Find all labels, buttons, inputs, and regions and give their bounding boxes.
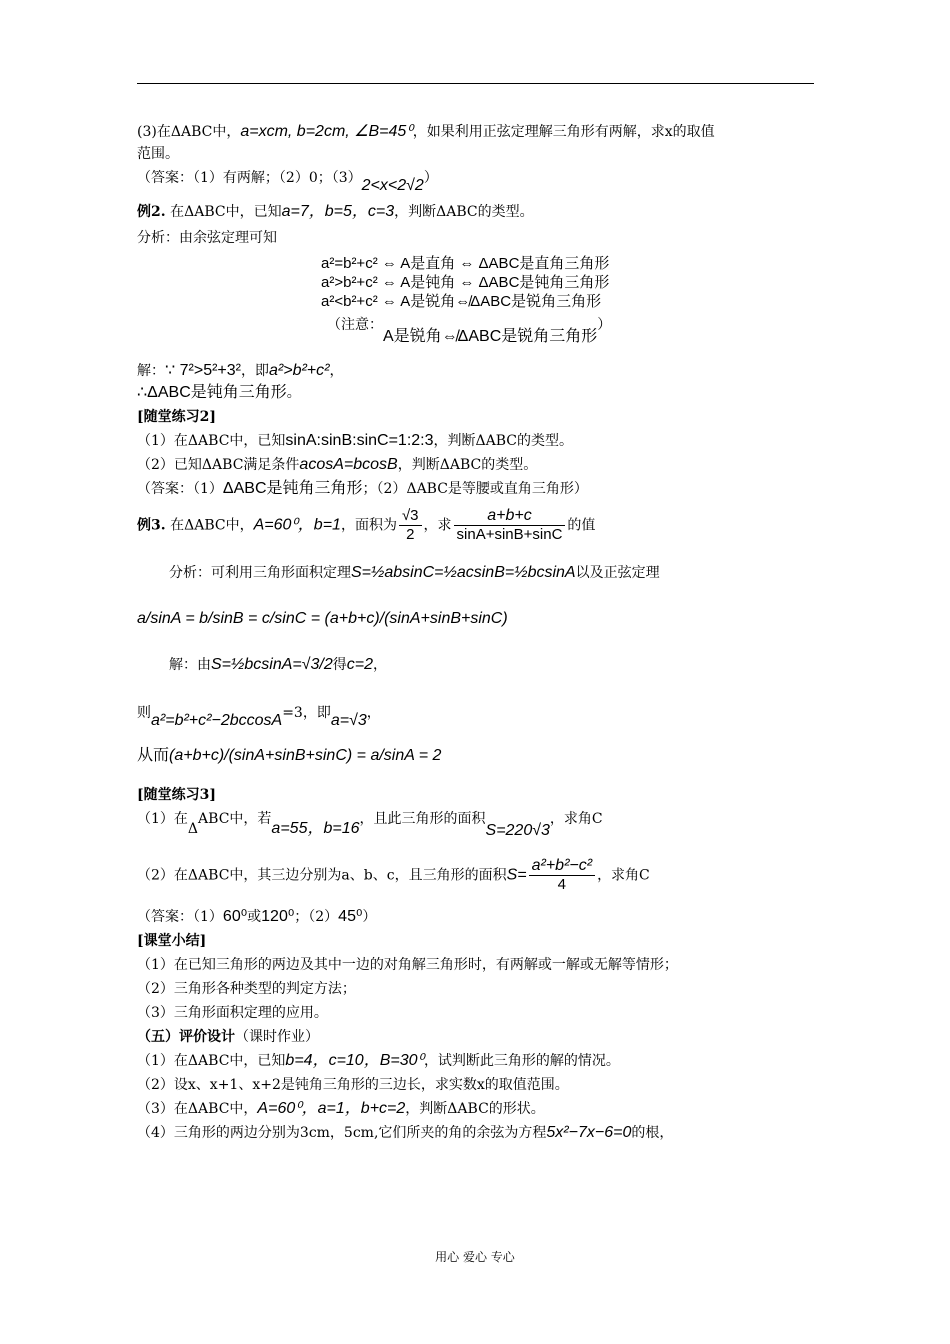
summary-heading bbox=[137, 931, 815, 955]
math-expression: S=½absinC=½acsinB=½bcsinA bbox=[351, 564, 576, 581]
text: ；（2） bbox=[362, 481, 407, 497]
delta-symbol: Δ bbox=[439, 457, 450, 473]
text: （1）在 bbox=[137, 433, 188, 449]
evaluation-q4 bbox=[137, 1123, 815, 1147]
practice2-q1 bbox=[137, 431, 815, 455]
math-expression: sinA:sinB:sinC=1:2:3 bbox=[285, 432, 434, 449]
text: ABC中，若 bbox=[198, 811, 272, 827]
equation: a²>b²+c² ⇔ A是钝角 ⇔ ΔABC是钝角三角形 bbox=[321, 274, 610, 291]
math-expression: 5x²−7x−6=0 bbox=[546, 1124, 632, 1141]
math-expression: 60⁰ bbox=[222, 908, 248, 925]
text: （1）在 bbox=[137, 1053, 188, 1069]
section-heading: [课堂小结] bbox=[137, 933, 207, 949]
math-expression: (a+b+c)/(sinA+sinB+sinC) = a/sinA = 2 bbox=[169, 747, 442, 764]
ex2-note-line bbox=[327, 315, 815, 361]
ex1-q3-line2 bbox=[137, 144, 815, 168]
list-item: （2）三角形各种类型的判定方法； bbox=[137, 981, 356, 997]
section-heading: [随堂练习3] bbox=[137, 787, 216, 803]
page-footer: 用心 爱心 专心 bbox=[435, 1250, 515, 1264]
delta-symbol: Δ bbox=[187, 867, 199, 884]
ratio-fraction bbox=[454, 507, 566, 544]
ex3-solution-line bbox=[137, 655, 815, 703]
text: （答案：（1） bbox=[137, 481, 223, 497]
text: 解： bbox=[137, 363, 165, 379]
text: 在 bbox=[170, 204, 185, 220]
text: ， bbox=[373, 657, 387, 673]
math-expression: ∴ΔABC是钝角三角形 bbox=[137, 384, 287, 401]
text: 的根， bbox=[631, 1125, 674, 1141]
fraction-denominator: 4 bbox=[557, 876, 566, 893]
section-heading: （五）评价设计 bbox=[137, 1029, 235, 1045]
text: ABC中， bbox=[180, 124, 241, 140]
text: ，判断 bbox=[397, 457, 440, 473]
ex1-q3-line bbox=[137, 122, 815, 144]
delta-symbol: Δ bbox=[187, 433, 199, 449]
practice2-q2 bbox=[137, 455, 815, 479]
ex3-analysis-line bbox=[137, 555, 815, 609]
text: ，判断 bbox=[394, 204, 437, 220]
text: （4）三角形的两边分别为3cm，5cm,它们所夹的角的余弦为方程 bbox=[137, 1125, 547, 1141]
fraction-numerator: a+b+c bbox=[454, 507, 566, 526]
evaluation-heading bbox=[137, 1027, 815, 1051]
list-item: （1）在已知三角形的两边及其中一边的对角解三角形时，有两解或一解或无解等情形； bbox=[137, 957, 678, 973]
text: ，判断 bbox=[433, 433, 476, 449]
fraction-numerator: √3 bbox=[399, 507, 422, 526]
math-expression: A=60⁰，a=1，b+c=2 bbox=[257, 1100, 406, 1117]
text: 则 bbox=[137, 705, 151, 721]
text: ） bbox=[597, 317, 612, 333]
text: ABC中，已知 bbox=[198, 433, 286, 449]
ex3-from-line bbox=[137, 745, 815, 785]
ex2-solution-line bbox=[137, 361, 815, 383]
text: ，即 bbox=[241, 363, 269, 379]
text: 分析：可利用三角形面积定理 bbox=[169, 565, 351, 581]
text: ABC中，已知 bbox=[194, 204, 282, 220]
text: （答案：（1） bbox=[137, 909, 223, 925]
ex2-conclusion-line bbox=[137, 383, 815, 407]
math-expression: ΔABC是钝角三角形 bbox=[222, 480, 363, 497]
document-body bbox=[137, 122, 815, 1147]
example-title: 例3. bbox=[137, 517, 166, 534]
delta-symbol: Δ bbox=[170, 124, 181, 140]
section-heading: [随堂练习2] bbox=[137, 409, 216, 425]
summary-item bbox=[137, 1003, 815, 1027]
delta-symbol: Δ bbox=[201, 457, 213, 473]
list-item: （3）三角形面积定理的应用。 bbox=[137, 1005, 328, 1021]
text: 分析：由余弦定理可知 bbox=[137, 230, 277, 246]
text: ABC满足条件 bbox=[212, 457, 300, 473]
math-expression: a²=b²+c²−2bccosA bbox=[151, 712, 283, 729]
text: ， bbox=[366, 705, 381, 721]
text: ， bbox=[329, 363, 344, 379]
ex3-title-line bbox=[137, 507, 815, 555]
text: ABC中， bbox=[198, 1101, 258, 1117]
text: 得 bbox=[332, 657, 347, 673]
text: =3，即 bbox=[282, 705, 331, 721]
practice2-answer bbox=[137, 479, 815, 507]
text: ABC的类型。 bbox=[449, 457, 538, 473]
practice2-heading bbox=[137, 407, 815, 431]
text: 。 bbox=[286, 385, 301, 401]
practice3-heading bbox=[137, 785, 815, 809]
evaluation-q2 bbox=[137, 1075, 815, 1099]
area-fraction bbox=[529, 857, 595, 894]
text: (3)在 bbox=[137, 124, 171, 140]
text: ABC是等腰或直角三角形） bbox=[416, 481, 588, 497]
math-expression: a/sinA = b/sinB = c/sinC = (a+b+c)/(sinA+sinB+sinC) bbox=[137, 610, 508, 627]
text: ） bbox=[362, 909, 377, 925]
delta-symbol: Δ bbox=[447, 1101, 458, 1117]
math-expression: acosA=bcosB bbox=[299, 456, 398, 473]
text: 解：由 bbox=[169, 657, 211, 673]
math-expression: b=4，c=10，B=30⁰ bbox=[285, 1052, 424, 1069]
text: ，试判断此三角形的解的情况。 bbox=[423, 1053, 620, 1069]
delta-symbol: Δ bbox=[436, 204, 447, 220]
math-expression: c=2 bbox=[346, 656, 373, 673]
practice3-answer bbox=[137, 907, 815, 931]
math-expression: S=½bcsinA=√3/2 bbox=[211, 656, 333, 673]
equation: a²=b²+c² ⇔ A是直角 ⇔ ΔABC是直角三角形 bbox=[321, 255, 610, 272]
text: ） bbox=[423, 170, 438, 186]
summary-item bbox=[137, 955, 815, 979]
text: 在 bbox=[170, 517, 185, 534]
delta-symbol: Δ bbox=[406, 481, 417, 497]
ex3-then-line bbox=[137, 703, 815, 745]
text: ，且此三角形的面积 bbox=[359, 811, 486, 827]
header-rule bbox=[137, 83, 814, 84]
delta-symbol: Δ bbox=[184, 517, 195, 534]
text: （答案：（1）有两解；（2）0；（3） bbox=[137, 170, 362, 186]
math-expression: 120⁰ bbox=[261, 908, 295, 925]
math-expression: A=60⁰，b=1 bbox=[253, 516, 341, 534]
evaluation-q1 bbox=[137, 1051, 815, 1075]
ex2-equation-block bbox=[321, 254, 815, 311]
text: ABC中，已知 bbox=[198, 1053, 286, 1069]
text: ABC中， bbox=[194, 517, 254, 534]
text: （2）已知 bbox=[137, 457, 202, 473]
text: （注意： bbox=[327, 317, 383, 333]
text: （2）在 bbox=[137, 867, 188, 884]
text: （2）设x、x+1、x+2是钝角三角形的三边长，求实数x的取值范围。 bbox=[137, 1077, 569, 1093]
text: ABC中，其三边分别为a、b、c，且三角形的面积 bbox=[198, 867, 507, 884]
fraction-denominator: sinA+sinB+sinC bbox=[456, 526, 563, 543]
math-expression: 2<x<2√2 bbox=[361, 177, 424, 194]
example-title: 例2. bbox=[137, 204, 166, 220]
text: ，求 bbox=[423, 517, 452, 534]
math-expression: ∵ 7²>5²+3² bbox=[165, 362, 241, 379]
text: ABC的类型。 bbox=[485, 433, 573, 449]
math-expression: a=xcm, b=2cm, ∠B=45⁰ bbox=[240, 123, 413, 140]
practice3-q2: （2）在ΔABC中，其三边分别为a、b、c，且三角形的面积S= $\frac{\text{a²+b²−c²}}{4}$ ，求角C bbox=[137, 857, 650, 893]
delta-symbol: Δ bbox=[184, 204, 195, 220]
delta-symbol: Δ bbox=[475, 433, 486, 449]
text: 或 bbox=[247, 909, 262, 925]
area-fraction bbox=[399, 507, 422, 544]
math-expression: a²>b²+c² bbox=[269, 362, 330, 379]
math-expression: 45⁰ bbox=[338, 908, 363, 925]
text: ；（2） bbox=[294, 909, 339, 925]
math-expression: a=7，b=5，c=3 bbox=[281, 203, 395, 220]
evaluation-q3 bbox=[137, 1099, 815, 1123]
delta-symbol: Δ bbox=[187, 1053, 199, 1069]
ex3-sine-law-line bbox=[137, 609, 815, 655]
summary-item bbox=[137, 979, 815, 1003]
fraction-denominator: 2 bbox=[406, 526, 415, 543]
text: 范围。 bbox=[137, 146, 179, 162]
text: 的值 bbox=[567, 517, 596, 534]
text: （3）在 bbox=[137, 1101, 188, 1117]
text: ABC的类型。 bbox=[446, 204, 534, 220]
ex2-title-line bbox=[137, 202, 815, 228]
math-expression: a=55，b=16 bbox=[271, 820, 360, 837]
delta-symbol: Δ bbox=[187, 821, 199, 837]
text: ，判断 bbox=[405, 1101, 448, 1117]
text: （1）在 bbox=[137, 811, 188, 827]
text: ，面积为 bbox=[340, 517, 397, 534]
text: 以及正弦定理 bbox=[575, 565, 660, 581]
text: ，求角C bbox=[597, 867, 650, 884]
practice3-q1 bbox=[137, 809, 815, 857]
text: ，如果利用正弦定理解三角形有两解，求x的取值 bbox=[412, 124, 715, 140]
equation: a²<b²+c² ⇔ A是锐角⇎ΔABC是锐角三角形 bbox=[321, 293, 602, 310]
math-expression: S=220√3 bbox=[485, 822, 550, 839]
ex1-answer-line bbox=[137, 168, 815, 202]
delta-symbol: Δ bbox=[187, 1101, 199, 1117]
math-expression: A是锐角⇎ΔABC是锐角三角形 bbox=[383, 328, 598, 345]
text: ABC的形状。 bbox=[457, 1101, 545, 1117]
text: ，求角C bbox=[549, 811, 603, 827]
ex2-analysis-line bbox=[137, 228, 815, 254]
math-expression: a=√3 bbox=[330, 712, 367, 729]
fraction-numerator: a²+b²−c² bbox=[529, 857, 595, 876]
text: （课时作业） bbox=[235, 1029, 319, 1045]
text: 从而 bbox=[137, 745, 170, 764]
